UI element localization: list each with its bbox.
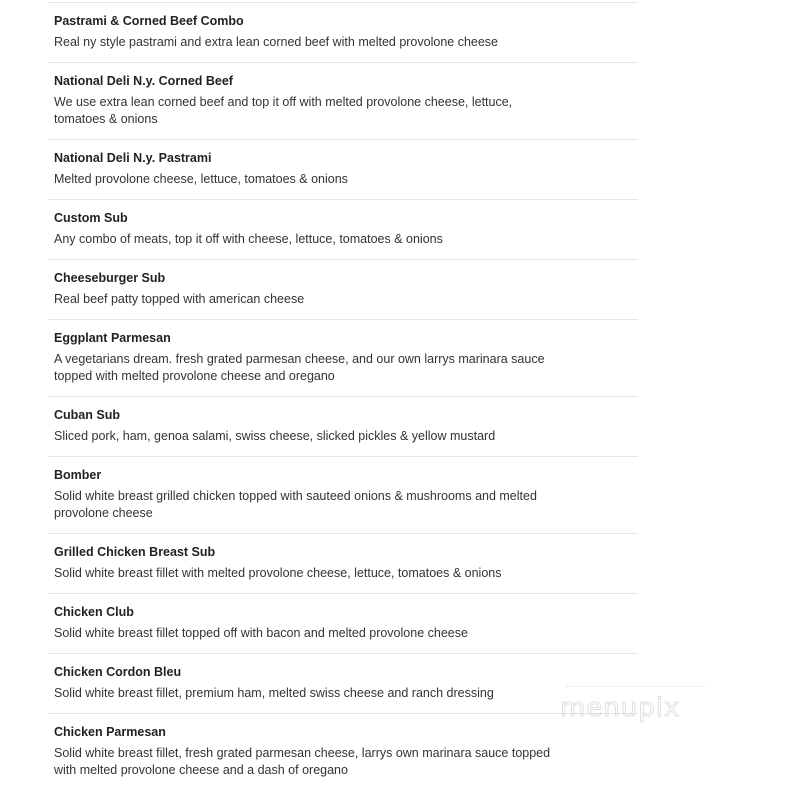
watermark: menupix (560, 693, 681, 723)
menu-item (48, 200, 638, 260)
menu-item (48, 397, 638, 457)
item-description: Real beef patty topped with american cheese (54, 292, 305, 306)
menu-item (48, 457, 638, 534)
item-name: Cuban Sub (54, 408, 120, 422)
item-description: A vegetarians dream. fresh grated parmesan cheese, and our own larrys marinara sauce topped with melted provolone cheese and oregano (54, 352, 545, 383)
item-description: Solid white breast fillet with melted provolone cheese, lettuce, tomatoes & onions (54, 566, 502, 580)
item-name: Chicken Club (54, 605, 134, 619)
item-name: Chicken Cordon Bleu (54, 665, 182, 679)
item-description: Solid white breast fillet, fresh grated parmesan cheese, larrys own marinara sauce topped with melted provolone cheese and a dash of oregano (54, 746, 551, 777)
menu-item (48, 654, 638, 714)
item-name: Bomber (54, 468, 102, 482)
menu-item (48, 320, 638, 397)
menu-item (48, 260, 638, 320)
item-description: Sliced pork, ham, genoa salami, swiss cheese, slicked pickles & yellow mustard (54, 429, 496, 443)
menu-item (48, 534, 638, 594)
menu-item (48, 3, 638, 63)
watermark-decoration (566, 686, 706, 689)
item-description: Solid white breast fillet topped off with bacon and melted provolone cheese (54, 626, 468, 640)
item-name: Custom Sub (54, 211, 128, 225)
menu-item (48, 594, 638, 654)
item-description: We use extra lean corned beef and top it off with melted provolone cheese, lettuce, tomatoes & onions (54, 95, 513, 126)
item-name: Chicken Parmesan (54, 725, 166, 739)
item-description: Real ny style pastrami and extra lean corned beef with melted provolone cheese (54, 35, 499, 49)
item-description: Melted provolone cheese, lettuce, tomatoes & onions (54, 172, 348, 186)
item-name: Grilled Chicken Breast Sub (54, 545, 216, 559)
menu-item (48, 63, 638, 140)
menu-item (48, 140, 638, 200)
item-name: Pastrami & Corned Beef Combo (54, 14, 244, 28)
item-name: National Deli N.y. Pastrami (54, 151, 212, 165)
item-name: Eggplant Parmesan (54, 331, 171, 345)
menu-list (48, 0, 638, 790)
item-description: Any combo of meats, top it off with cheese, lettuce, tomatoes & onions (54, 232, 443, 246)
item-description: Solid white breast grilled chicken topped with sauteed onions & mushrooms and melted provolone cheese (54, 489, 537, 520)
menu-item (48, 714, 638, 790)
item-description: Solid white breast fillet, premium ham, melted swiss cheese and ranch dressing (54, 686, 494, 700)
item-name: National Deli N.y. Corned Beef (54, 74, 233, 88)
item-name: Cheeseburger Sub (54, 271, 166, 285)
